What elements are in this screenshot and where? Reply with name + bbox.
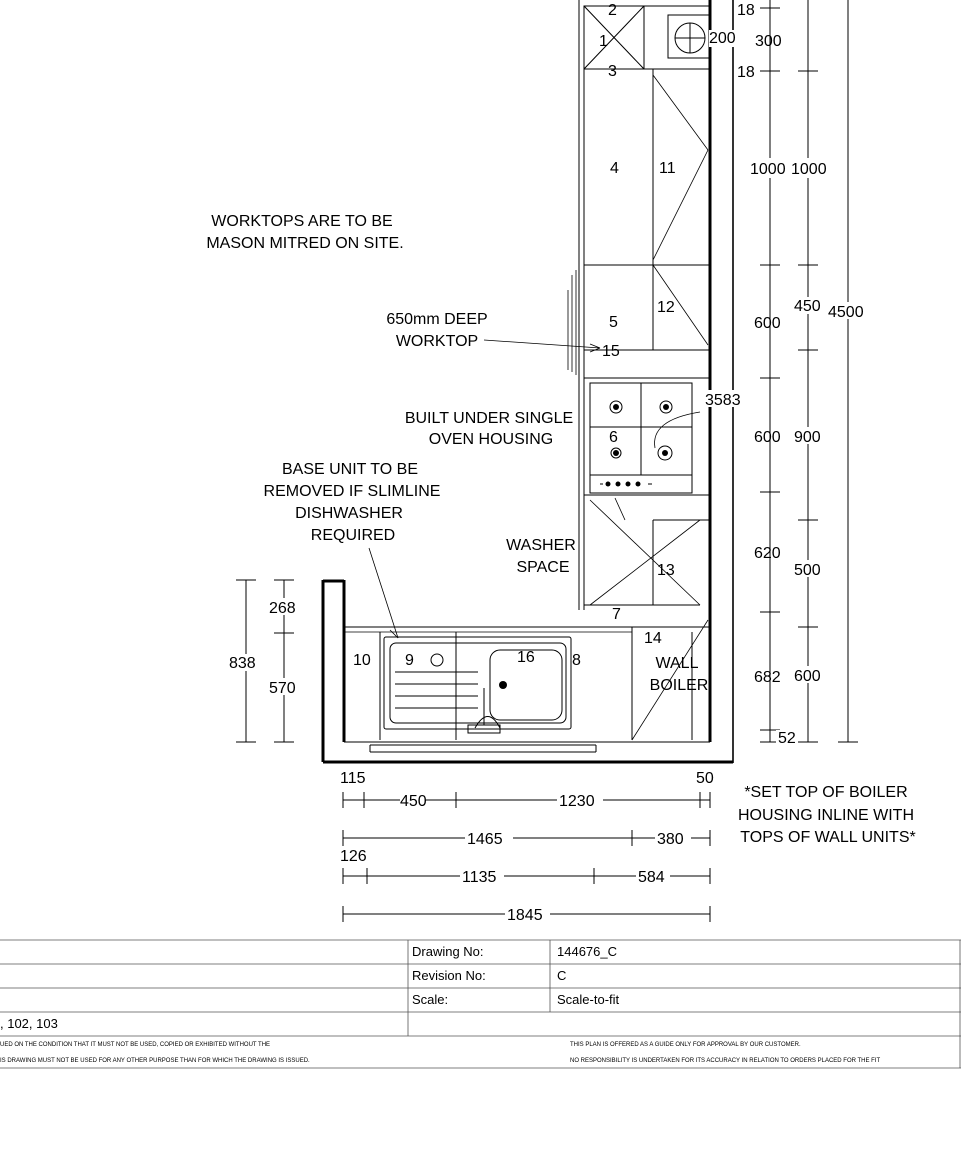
note-oven-housing-1: BUILT UNDER SINGLE (404, 410, 574, 427)
item-3: 3 (608, 63, 617, 80)
note-deep-worktop-2: WORKTOP (395, 333, 479, 350)
note-base-unit-3: DISHWASHER (295, 505, 403, 522)
dim-50: 50 (696, 770, 714, 787)
dim-4500: 4500 (828, 304, 864, 321)
dim-3583: 3583 (705, 392, 741, 409)
wall-units (568, 0, 710, 610)
note-boiler-top-1: *SET TOP OF BOILER (744, 784, 908, 801)
scale-label: Scale: (412, 992, 449, 1007)
dim-584: 584 (638, 869, 665, 886)
drawing-refs: , 102, 103 (0, 1016, 58, 1031)
dim-1465: 1465 (467, 831, 503, 848)
disclaimer-left-1: UED ON THE CONDITION THAT IT MUST NOT BE USED, COPIED OR EXHIBITED WITHOUT THE (0, 1042, 271, 1048)
dim-682: 682 (754, 669, 781, 686)
drawing-no-label: Drawing No: (412, 944, 484, 959)
dim-600-c: 600 (794, 668, 821, 685)
item-6: 6 (609, 429, 618, 446)
note-oven-housing-2: OVEN HOUSING (428, 431, 554, 448)
dim-620: 620 (754, 545, 781, 562)
item-2: 2 (608, 2, 617, 19)
note-washer-1: WASHER (506, 537, 576, 554)
dim-52: 52 (778, 730, 796, 747)
note-boiler-1: WALL (655, 655, 699, 672)
dim-600-b: 600 (754, 429, 781, 446)
item-14: 14 (644, 630, 662, 647)
note-base-unit-2: REMOVED IF SLIMLINE (263, 483, 441, 500)
item-1: 1 (599, 33, 608, 50)
dim-500: 500 (794, 562, 821, 579)
disclaimer-left-2: IS DRAWING MUST NOT BE USED FOR ANY OTHER PURPOSE THAN FOR WHICH THE DRAWING IS ISSUED. (0, 1058, 310, 1064)
dim-1845: 1845 (507, 907, 543, 924)
dim-1230: 1230 (559, 793, 595, 810)
note-boiler-2: BOILER (649, 677, 709, 694)
dim-lines-right (760, 0, 858, 742)
note-deep-worktop-1: 650mm DEEP (386, 311, 488, 328)
item-13: 13 (657, 562, 675, 579)
dim-570: 570 (269, 680, 296, 697)
dim-300: 300 (755, 33, 782, 50)
dim-18-top: 18 (737, 2, 755, 19)
dim-380: 380 (657, 831, 684, 848)
note-base-unit-1: BASE UNIT TO BE (281, 461, 419, 478)
dim-115: 115 (340, 770, 366, 787)
dim-450: 450 (794, 298, 821, 315)
dim-18-bottom: 18 (737, 64, 755, 81)
dim-1000-a: 1000 (750, 161, 786, 178)
note-base-unit-4: REQUIRED (310, 527, 396, 544)
item-10: 10 (353, 652, 371, 669)
dim-1000-b: 1000 (791, 161, 827, 178)
item-9: 9 (405, 652, 414, 669)
item-15: 15 (602, 343, 620, 360)
dim-838: 838 (229, 655, 256, 672)
item-12: 12 (657, 299, 675, 316)
dim-450-bottom: 450 (400, 793, 427, 810)
dim-600-a: 600 (754, 315, 781, 332)
item-5: 5 (609, 314, 618, 331)
disclaimer-right-2: NO RESPONSIBILITY IS UNDERTAKEN FOR ITS ACCURACY IN RELATION TO ORDERS PLACED FOR THE FIT (570, 1058, 881, 1064)
item-11: 11 (659, 160, 676, 177)
dim-lines-bottom (343, 792, 710, 922)
revision-label: Revision No: (412, 968, 486, 983)
revision-value: C (557, 968, 567, 983)
dim-1135: 1135 (462, 869, 497, 886)
drawing-no-value: 144676_C (557, 944, 617, 959)
note-worktops-1: WORKTOPS ARE TO BE (211, 213, 393, 230)
item-4: 4 (610, 160, 619, 177)
title-block (0, 940, 961, 1068)
item-8: 8 (572, 652, 581, 669)
dim-268: 268 (269, 600, 296, 617)
note-boiler-top-3: TOPS OF WALL UNITS* (740, 829, 916, 846)
scale-value: Scale-to-fit (557, 992, 620, 1007)
item-16: 16 (517, 649, 535, 666)
note-worktops-2: MASON MITRED ON SITE. (206, 235, 404, 252)
dim-200: 200 (709, 30, 736, 47)
dim-126: 126 (340, 848, 367, 865)
note-boiler-top-2: HOUSING INLINE WITH (737, 807, 915, 824)
note-washer-2: SPACE (516, 559, 570, 576)
item-7: 7 (612, 606, 621, 623)
dim-900: 900 (794, 429, 821, 446)
disclaimer-right-1: THIS PLAN IS OFFERED AS A GUIDE ONLY FOR APPROVAL BY OUR CUSTOMER. (570, 1042, 801, 1048)
